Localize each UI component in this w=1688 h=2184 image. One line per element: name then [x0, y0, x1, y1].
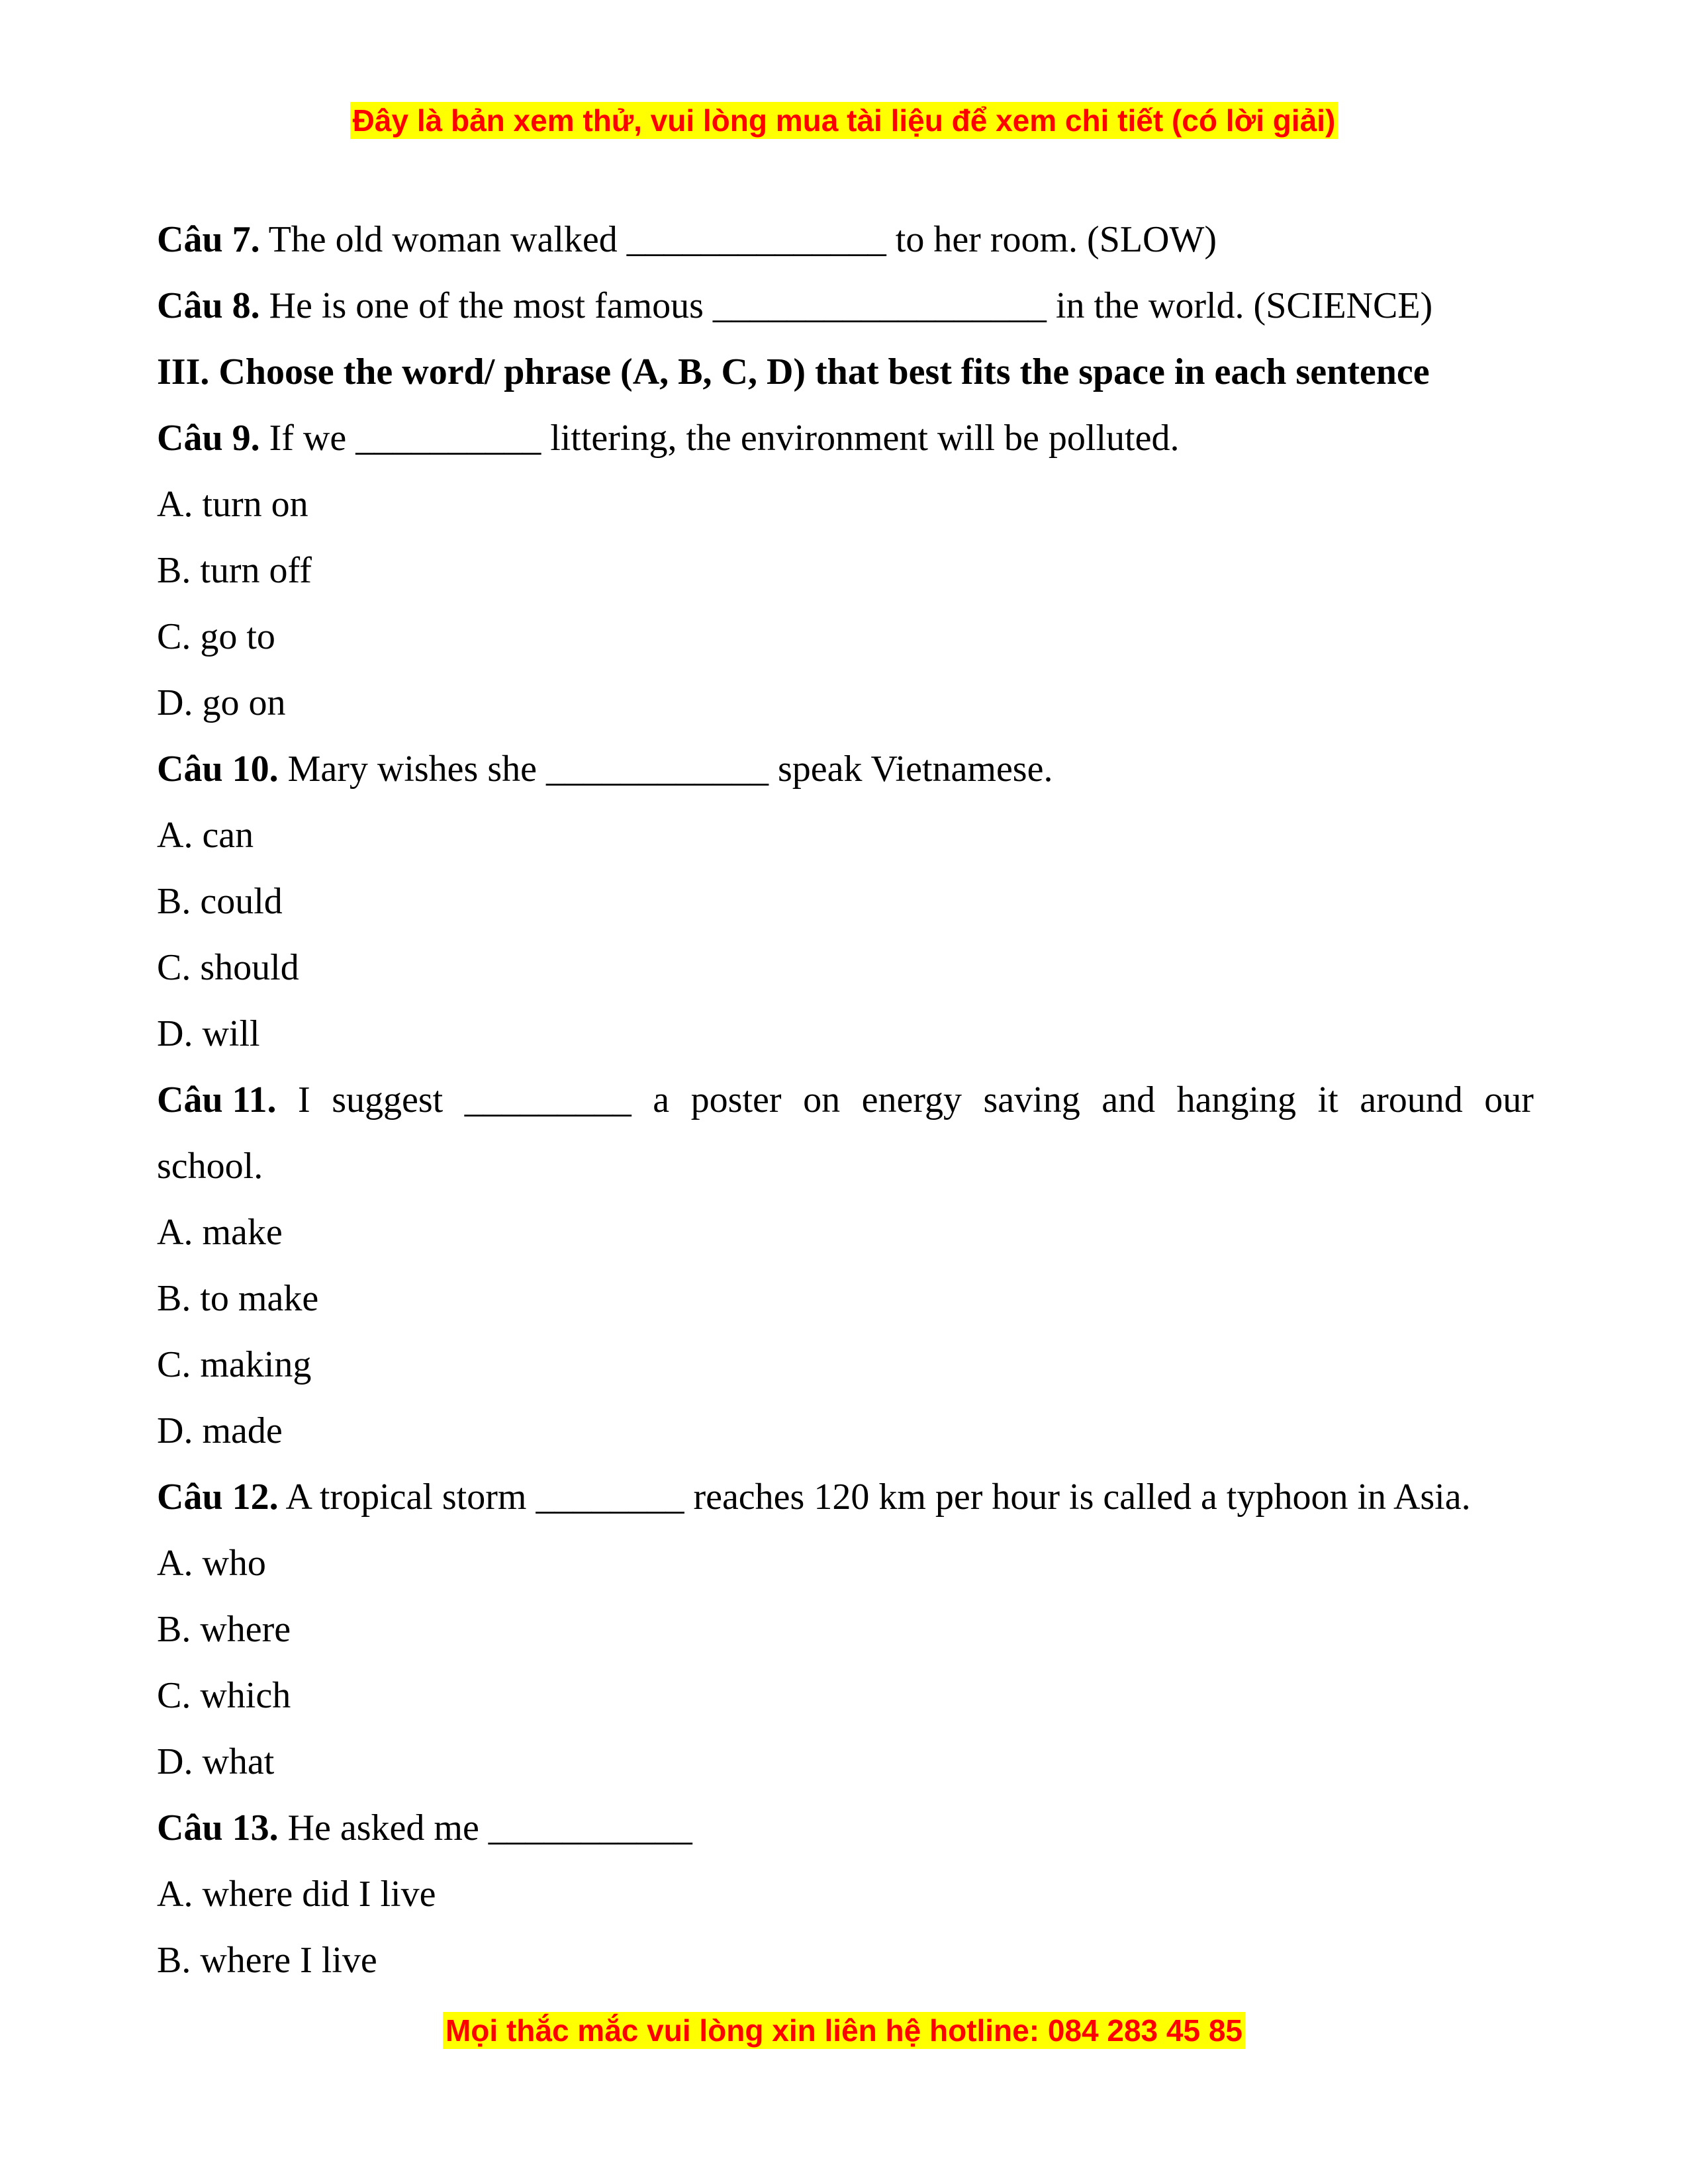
option-d: D. made: [157, 1410, 283, 1451]
option-d: D. will: [157, 1013, 260, 1054]
word: around: [1360, 1079, 1463, 1120]
question-label: Câu 12.: [157, 1477, 279, 1518]
word: on: [803, 1079, 841, 1120]
question-label: Câu 10.: [157, 749, 279, 790]
question-7: [157, 206, 1534, 273]
question-label: Câu 9.: [157, 418, 260, 459]
option-c: C. should: [157, 947, 299, 988]
question-9: [157, 405, 1534, 471]
word: and: [1102, 1079, 1156, 1120]
word: poster: [690, 1079, 782, 1120]
option-b: B. could: [157, 881, 283, 922]
preview-notice-banner: [0, 101, 1688, 140]
word: our: [1484, 1079, 1534, 1120]
answer-blank: _________: [464, 1079, 632, 1120]
word: saving: [983, 1079, 1080, 1120]
option-c: C. making: [157, 1344, 312, 1385]
question-11: [157, 1067, 1534, 1133]
word: suggest: [332, 1079, 444, 1120]
word: a: [653, 1079, 670, 1120]
question-12: [157, 1464, 1534, 1530]
option-b: B. where: [157, 1609, 291, 1650]
question-10: [157, 736, 1534, 802]
option-a: A. where did I live: [157, 1874, 436, 1915]
option-b: B. to make: [157, 1278, 319, 1319]
word: energy: [861, 1079, 962, 1120]
hotline-notice-text: Mọi thắc mắc vui lòng xin liên hệ hotline: 084 283 45 85: [443, 2012, 1245, 2049]
question-label: Câu 13.: [157, 1807, 279, 1848]
option-d: D. go on: [157, 682, 286, 723]
question-text: A tropical storm ________ reaches 120 km per hour is called a typhoon in Asia.: [278, 1477, 1471, 1518]
option-a: A. make: [157, 1212, 283, 1253]
word: I: [298, 1079, 310, 1120]
question-13: [157, 1795, 1534, 1861]
question-text: Mary wishes she ____________ speak Vietnamese.: [278, 749, 1053, 790]
section-heading: III. Choose the word/ phrase (A, B, C, D) that best fits the space in each sentence: [157, 351, 1430, 392]
preview-notice-text: Đây là bản xem thử, vui lòng mua tài liệu để xem chi tiết (có lời giải): [350, 102, 1338, 139]
worksheet-content: [157, 206, 1534, 1993]
question-text: The old woman walked ______________ to her room. (SLOW): [259, 219, 1217, 260]
option-c: C. go to: [157, 616, 275, 657]
word: it: [1317, 1079, 1338, 1120]
question-text: If we __________ littering, the environment will be polluted.: [259, 418, 1180, 459]
hotline-notice-banner: [0, 2011, 1688, 2050]
option-a: A. turn on: [157, 484, 308, 525]
option-d: D. what: [157, 1741, 275, 1782]
option-a: A. can: [157, 815, 254, 856]
option-a: A. who: [157, 1543, 266, 1584]
question-label: Câu 7.: [157, 219, 260, 260]
word: hanging: [1176, 1079, 1297, 1120]
question-label: Câu 8.: [157, 285, 260, 326]
question-text: He asked me ___________: [278, 1807, 692, 1848]
question-text: He is one of the most famous __________________ in the world. (SCIENCE): [259, 285, 1433, 326]
option-c: C. which: [157, 1675, 291, 1716]
option-b: B. turn off: [157, 550, 312, 591]
question-text-continuation: school.: [157, 1146, 263, 1187]
option-b: B. where I live: [157, 1940, 377, 1981]
question-label: Câu 11.: [157, 1079, 277, 1120]
question-8: [157, 273, 1534, 339]
